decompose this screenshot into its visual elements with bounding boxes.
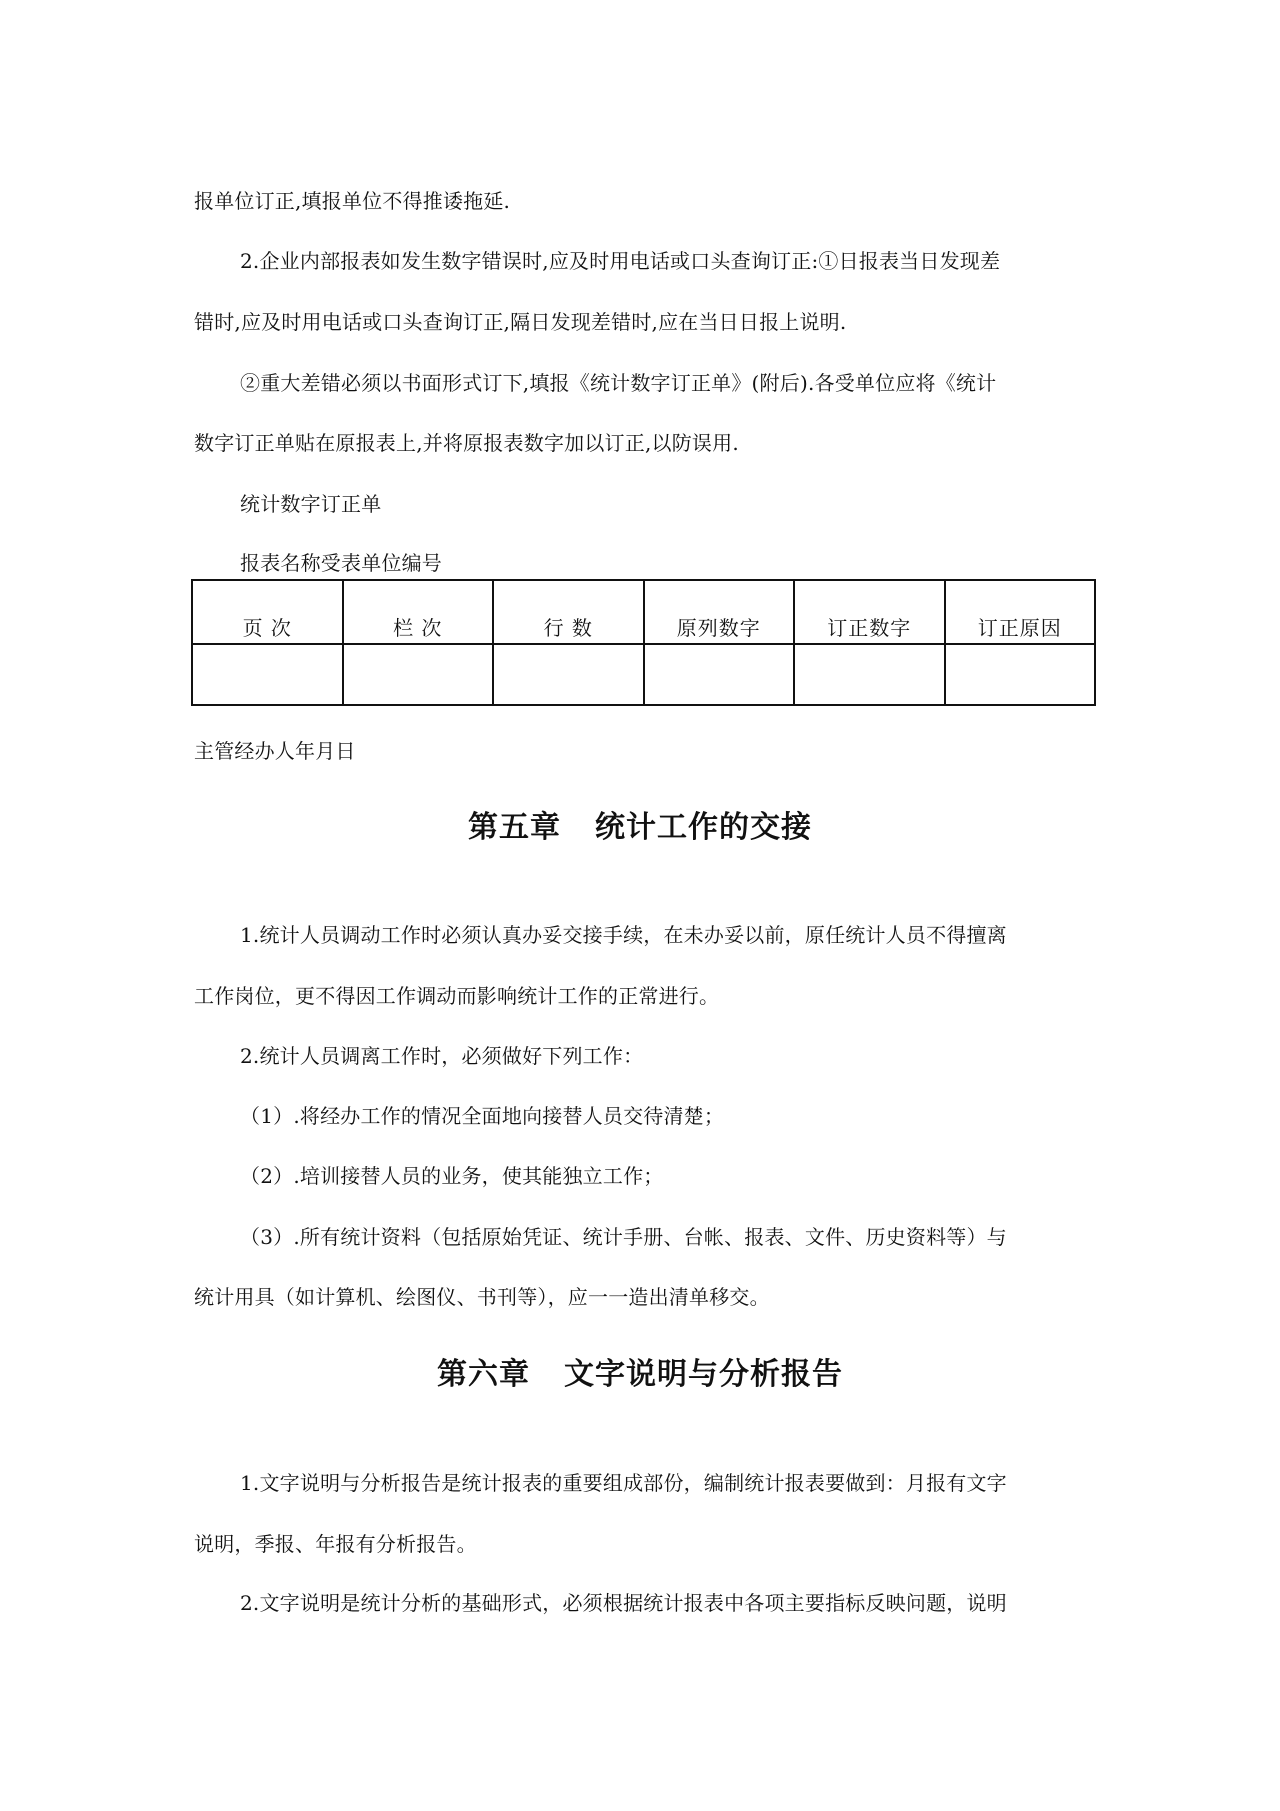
list-item: （1）.将经办工作的情况全面地向接替人员交待清楚； — [240, 1104, 725, 1128]
chapter-number: 第五章 — [468, 810, 561, 845]
table-header-cell: 页 次 — [192, 580, 343, 644]
chapter-title: 统计工作的交接 — [595, 810, 812, 845]
table-header-row — [192, 580, 1095, 644]
chapter-heading — [0, 808, 1280, 848]
table-cell — [343, 644, 494, 705]
list-item: （3）.所有统计资料（包括原始凭证、统计手册、台帐、报表、文件、历史资料等）与 — [240, 1225, 1007, 1249]
chapter-number: 第六章 — [437, 1357, 530, 1392]
table-header-cell: 栏 次 — [343, 580, 494, 644]
paragraph-line: 统计用具（如计算机、绘图仪、书刊等），应一一造出清单移交。 — [194, 1285, 770, 1309]
paragraph-line: 1.统计人员调动工作时必须认真办妥交接手续，在未办妥以前，原任统计人员不得擅离 — [240, 923, 1007, 947]
table-cell — [644, 644, 795, 705]
paragraph-line: 报单位订正,填报单位不得推诿拖延. — [194, 189, 511, 213]
table-header-cell: 原列数字 — [644, 580, 795, 644]
form-subtitle: 报表名称受表单位编号 — [240, 551, 442, 575]
form-title: 统计数字订正单 — [240, 492, 382, 516]
paragraph-line: 说明，季报、年报有分析报告。 — [194, 1532, 477, 1556]
table-row — [192, 644, 1095, 705]
correction-form-table — [191, 579, 1096, 706]
paragraph-line: 2.文字说明是统计分析的基础形式，必须根据统计报表中各项主要指标反映问题，说明 — [240, 1591, 1007, 1615]
paragraph-line: 2.企业内部报表如发生数字错误时,应及时用电话或口头查询订正:①日报表当日发现差 — [240, 249, 1001, 273]
paragraph-line: 1.文字说明与分析报告是统计报表的重要组成部份，编制统计报表要做到：月报有文字 — [240, 1471, 1007, 1495]
paragraph-line: 工作岗位，更不得因工作调动而影响统计工作的正常进行。 — [194, 984, 720, 1008]
table-cell — [794, 644, 945, 705]
signature-line: 主管经办人年月日 — [194, 739, 356, 763]
paragraph-line: 错时,应及时用电话或口头查询订正,隔日发现差错时,应在当日日报上说明. — [194, 310, 847, 334]
table-cell — [945, 644, 1096, 705]
table-cell — [493, 644, 644, 705]
table-header-cell: 订正原因 — [945, 580, 1096, 644]
table-cell — [192, 644, 343, 705]
chapter-title: 文字说明与分析报告 — [564, 1357, 843, 1392]
table-header-cell: 订正数字 — [794, 580, 945, 644]
list-item: （2）.培训接替人员的业务，使其能独立工作； — [240, 1164, 664, 1188]
paragraph-line: 2.统计人员调离工作时，必须做好下列工作： — [240, 1044, 644, 1068]
table-header-cell: 行 数 — [493, 580, 644, 644]
chapter-heading — [0, 1355, 1280, 1395]
paragraph-line: ②重大差错必须以书面形式订下,填报《统计数字订正单》(附后).各受单位应将《统计 — [240, 371, 997, 395]
paragraph-line: 数字订正单贴在原报表上,并将原报表数字加以订正,以防误用. — [194, 431, 739, 455]
